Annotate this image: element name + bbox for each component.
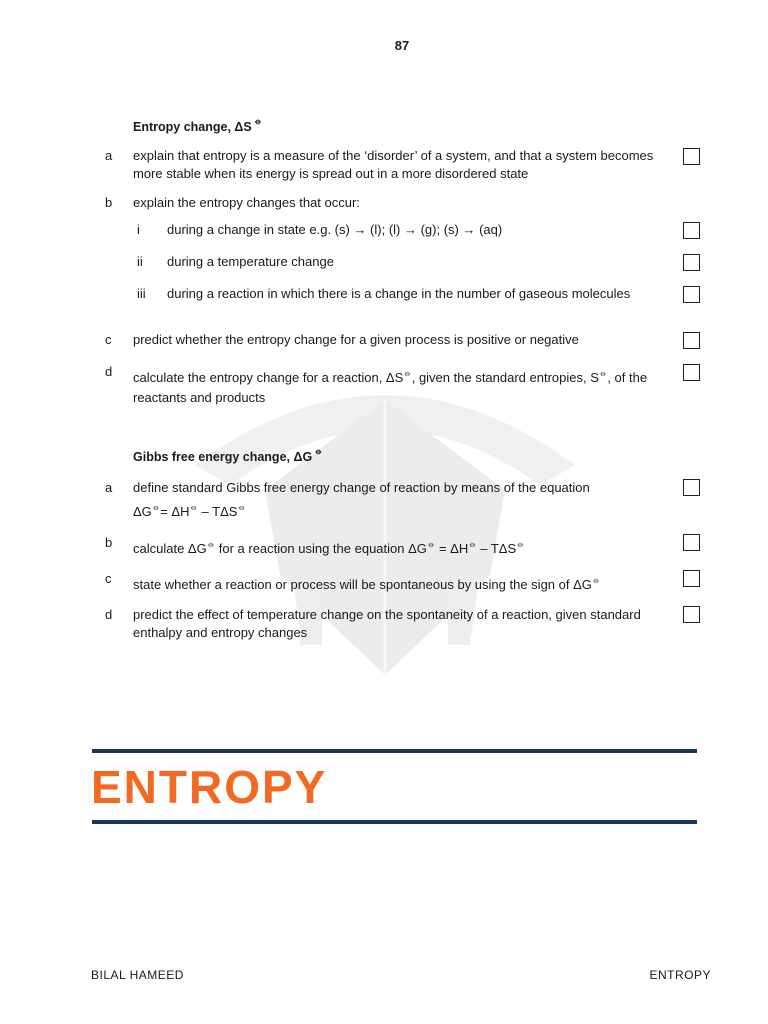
item-text: calculate the entropy change for a reaction, ΔS⦵, given the standard entropies, S⦵, of the reactants and products — [133, 368, 648, 405]
item-letter: a — [105, 148, 113, 163]
checkbox-gibbs-d[interactable] — [683, 606, 700, 623]
sub-item-numeral: ii — [137, 254, 143, 269]
page-number: 87 — [394, 38, 410, 53]
standard-symbol: ⦵ — [253, 116, 263, 127]
checkbox-entropy-b-iii[interactable] — [683, 286, 700, 303]
sub-item-text: during a temperature change — [167, 254, 334, 269]
item-text: predict whether the entropy change for a given process is positive or negative — [133, 332, 579, 347]
gibbs-section-heading: Gibbs free energy change, ΔG ⦵ — [133, 446, 323, 464]
sub-item-numeral: iii — [137, 286, 146, 301]
item-letter: d — [105, 364, 113, 379]
item-letter: b — [105, 195, 113, 210]
title-rule-bottom — [92, 820, 697, 824]
gibbs-equation: ΔG⦵= ΔH⦵ – TΔS⦵ — [133, 502, 246, 519]
item-letter: a — [105, 480, 113, 495]
checkbox-entropy-b-i[interactable] — [683, 222, 700, 239]
item-text: define standard Gibbs free energy change of reaction by means of the equation — [133, 480, 590, 495]
item-letter: b — [105, 535, 113, 550]
item-text: explain the entropy changes that occur: — [133, 195, 360, 210]
item-text: state whether a reaction or process will be spontaneous by using the sign of ΔG⦵ — [133, 575, 601, 592]
checkbox-entropy-a[interactable] — [683, 148, 700, 165]
checkbox-gibbs-c[interactable] — [683, 570, 700, 587]
checkbox-entropy-c[interactable] — [683, 332, 700, 349]
checkbox-gibbs-a[interactable] — [683, 479, 700, 496]
item-letter: c — [105, 332, 112, 347]
item-text: predict the effect of temperature change on the spontaneity of a reaction, given standard enthalpy and entropy changes — [133, 607, 641, 640]
title-rule-top — [92, 749, 697, 753]
footer-author: BILAL HAMEED — [91, 968, 184, 982]
entropy-section-heading: Entropy change, ΔS ⦵ — [133, 116, 263, 134]
sub-item-text: during a change in state e.g. (s) → (l); (l) → (g); (s) → (aq) — [167, 222, 503, 237]
sub-item-numeral: i — [137, 222, 140, 237]
item-text: calculate ΔG⦵ for a reaction using the equation ΔG⦵ = ΔH⦵ – TΔS⦵ — [133, 539, 525, 556]
item-letter: c — [105, 571, 112, 586]
checkbox-gibbs-b[interactable] — [683, 534, 700, 551]
chapter-title: ENTROPY — [91, 761, 328, 813]
item-letter: d — [105, 607, 113, 622]
checkbox-entropy-d[interactable] — [683, 364, 700, 381]
standard-symbol: ⦵ — [314, 446, 323, 457]
footer-chapter: ENTROPY — [649, 968, 711, 982]
item-text: explain that entropy is a measure of the ‘disorder’ of a system, and that a system becomes more stable when its energy is spread out in a more disordered state — [133, 148, 654, 181]
checkbox-entropy-b-ii[interactable] — [683, 254, 700, 271]
sub-item-text: during a reaction in which there is a change in the number of gaseous molecules — [167, 286, 631, 301]
